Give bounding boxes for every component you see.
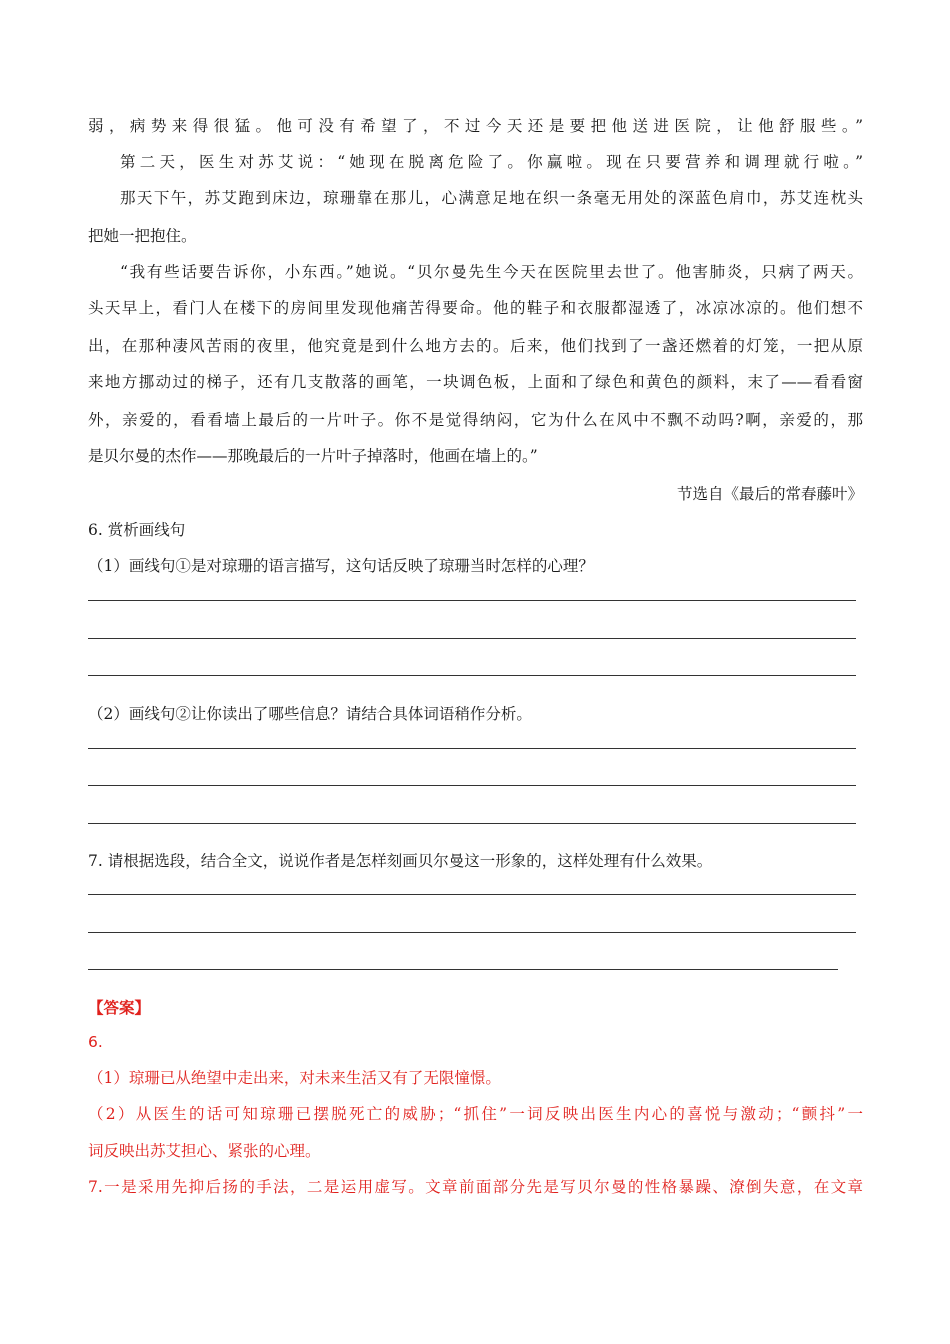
passage-line-10: 是贝尔曼的杰作——那晚最后的一片叶子掉落时，他画在墙上的。” [88, 447, 538, 465]
answer-label: 【答案】 [88, 998, 151, 1017]
passage-line-5: “我有些话要告诉你，小东西。”她说。“贝尔曼先生今天在医院里去世了。他害肺炎，只病了两天。 [120, 263, 863, 281]
answer-6-2-line-2: 词反映出苏艾担心、紧张的心理。 [88, 1142, 321, 1160]
answer-blank-line [88, 785, 856, 786]
answer-blank-line [88, 675, 856, 676]
answer-blank-line [88, 894, 856, 895]
question-7: 7. 请根据选段，结合全文，说说作者是怎样刻画贝尔曼这一形象的，这样处理有什么效果。 [88, 852, 713, 870]
passage-line-4: 把她一把抱住。 [88, 227, 197, 245]
answer-blank-line [88, 969, 838, 970]
answer-blank-line [88, 638, 856, 639]
answer-6-1: （1）琼珊已从绝望中走出来，对未来生活又有了无限憧憬。 [88, 1069, 501, 1087]
passage-line-3: 那天下午，苏艾跑到床边，琼珊靠在那儿，心满意足地在织一条毫无用处的深蓝色肩巾，苏艾连枕头 [120, 189, 863, 207]
passage-line-1: 弱，病势来得很猛。他可没有希望了，不过今天还是要把他送进医院，让他舒服些。” [88, 117, 863, 135]
question-6-title: 6. 赏析画线句 [88, 521, 186, 539]
answer-blank-line [88, 600, 856, 601]
passage-line-9: 外，亲爱的，看看墙上最后的一片叶子。你不是觉得纳闷，它为什么在风中不飘不动吗?啊，亲爱的，那 [88, 411, 863, 429]
answer-7: 7.一是采用先抑后扬的手法，二是运用虚写。文章前面部分先是写贝尔曼的性格暴躁、潦倒失意，在文章 [88, 1178, 863, 1196]
passage-line-6: 头天早上，看门人在楼下的房间里发现他痛苦得要命。他的鞋子和衣服都湿透了，冰凉冰凉的。他们想不 [88, 299, 863, 317]
question-6-1: （1）画线句①是对琼珊的语言描写，这句话反映了琼珊当时怎样的心理？ [88, 557, 594, 575]
passage-line-8: 来地方挪动过的梯子，还有几支散落的画笔，一块调色板，上面和了绿色和黄色的颜料，末了——看看窗 [88, 373, 863, 391]
answer-blank-line [88, 932, 856, 933]
passage-source: 节选自《最后的常春藤叶》 [676, 485, 863, 503]
answer-blank-line [88, 748, 856, 749]
question-6-2: （2）画线句②让你读出了哪些信息？请结合具体词语稍作分析。 [88, 705, 532, 723]
answer-6-2-line-1: （2）从医生的话可知琼珊已摆脱死亡的威胁；“抓住”一词反映出医生内心的喜悦与激动；“颤抖”一 [88, 1105, 863, 1123]
answer-6-number: 6. [88, 1033, 103, 1051]
answer-blank-line [88, 823, 856, 824]
passage-line-7: 出，在那种凄风苦雨的夜里，他究竟是到什么地方去的。后来，他们找到了一盏还燃着的灯笼，一把从原 [88, 337, 863, 355]
passage-line-2: 第二天，医生对苏艾说：“她现在脱离危险了。你赢啦。现在只要营养和调理就行啦。” [120, 153, 863, 171]
